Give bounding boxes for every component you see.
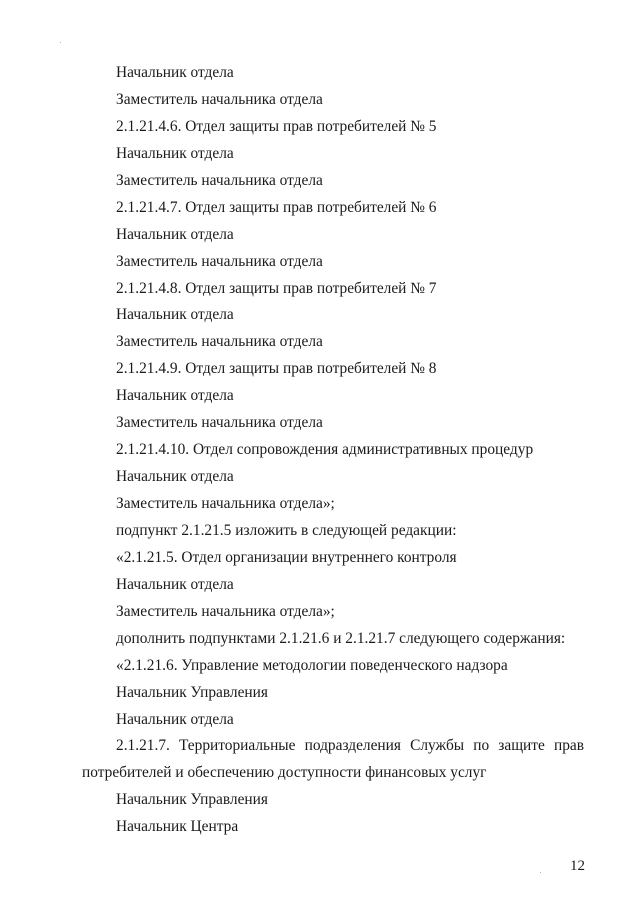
section-heading: 2.1.21.4.9. Отдел защиты прав потребителей № 8: [116, 360, 437, 378]
text-line: Начальник отдела: [116, 468, 234, 486]
text-line: Начальник отдела: [116, 575, 234, 593]
text-line: Начальник отдела: [116, 710, 234, 728]
text-line: Начальник Центра: [116, 818, 239, 836]
text-line: Заместитель начальника отдела: [116, 333, 323, 351]
text-line: Начальник Управления: [116, 683, 268, 701]
text-line: Заместитель начальника отдела»;: [116, 602, 335, 620]
section-heading: 2.1.21.4.8. Отдел защиты прав потребителей № 7: [116, 279, 437, 297]
section-heading: 2.1.21.4.7. Отдел защиты прав потребителей № 6: [116, 198, 437, 216]
text-line: Начальник Управления: [116, 791, 268, 809]
section-heading: 2.1.21.4.6. Отдел защиты прав потребителей № 5: [116, 117, 437, 135]
text-line: Начальник отдела: [116, 144, 234, 162]
text-line: Начальник отдела: [116, 306, 234, 324]
justified-paragraph: [82, 736, 584, 783]
document-body: [82, 63, 584, 844]
text-line: Заместитель начальника отдела: [116, 414, 323, 432]
paragraph-second-line: потребителей и обеспечению доступности финансовых услуг: [82, 764, 487, 782]
page-number: 12: [570, 858, 585, 874]
paragraph-first-line: 2.1.21.7. Территориальные подразделения Службы по защите прав: [116, 737, 584, 755]
section-heading: 2.1.21.4.10. Отдел сопровождения административных процедур: [116, 441, 534, 459]
text-line: Заместитель начальника отдела»;: [116, 495, 335, 512]
scan-speck: [60, 42, 61, 43]
scan-speck: [540, 872, 541, 873]
text-line: Начальник отдела: [116, 387, 234, 405]
text-line: Заместитель начальника отдела: [116, 90, 323, 108]
instruction-line: подпункт 2.1.21.5 изложить в следующей редакции:: [116, 521, 457, 539]
text-line: Начальник отдела: [116, 64, 234, 81]
instruction-line: дополнить подпунктами 2.1.21.6 и 2.1.21.7 следующего содержания:: [116, 629, 566, 647]
section-heading: «2.1.21.5. Отдел организации внутреннего контроля: [116, 548, 457, 566]
text-line: Заместитель начальника отдела: [116, 252, 323, 270]
text-line: Заместитель начальника отдела: [116, 171, 323, 189]
text-line: Начальник отдела: [116, 225, 234, 243]
section-heading: «2.1.21.6. Управление методологии поведенческого надзора: [116, 656, 508, 674]
